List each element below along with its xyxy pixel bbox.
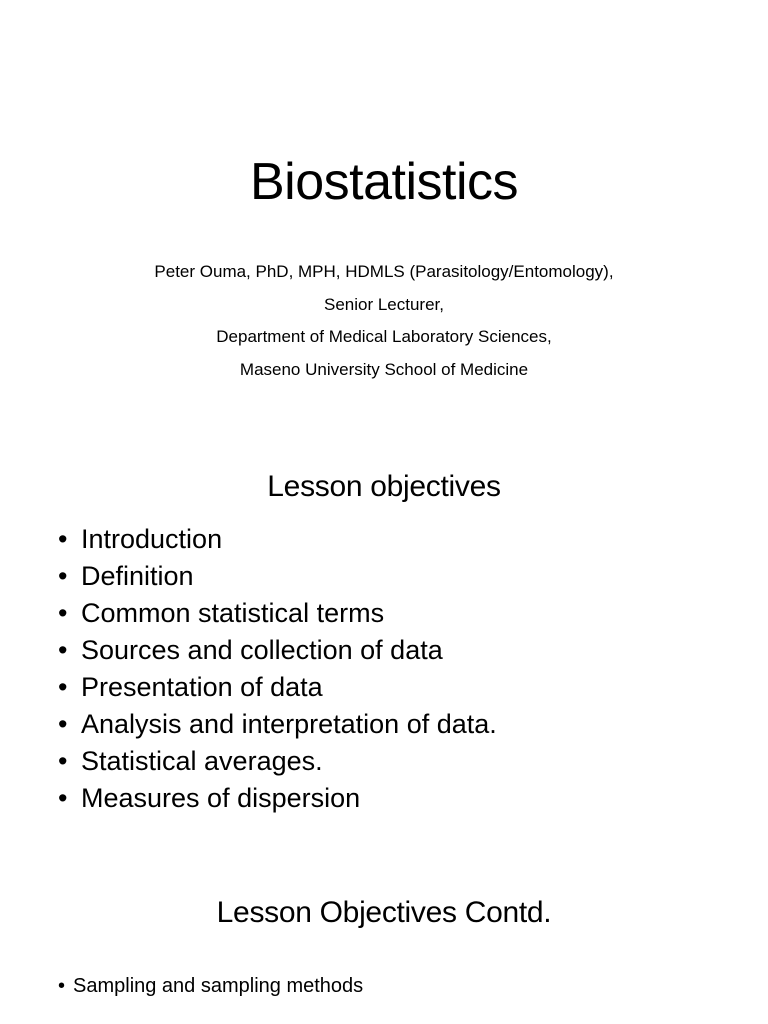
list-item-text: Measures of dispersion	[81, 783, 361, 813]
list-item	[58, 558, 497, 595]
slide-title: Biostatistics	[249, 153, 519, 211]
lesson-objectives-contd-heading: Lesson Objectives Contd.	[216, 896, 552, 929]
list-item	[58, 632, 497, 669]
bullet-icon: •	[58, 746, 68, 776]
bullet-icon: •	[58, 783, 68, 813]
list-item	[58, 743, 497, 780]
bullet-icon: •	[58, 524, 68, 554]
bullet-icon: •	[58, 975, 66, 997]
bullet-icon: •	[58, 672, 68, 702]
list-item-text: Analysis and interpretation of data.	[81, 709, 497, 739]
list-item-text: Definition	[81, 561, 194, 591]
bullet-icon: •	[58, 561, 68, 591]
author-position: Senior Lecturer,	[323, 294, 444, 314]
author-department: Department of Medical Laboratory Sciences,	[216, 327, 552, 346]
list-item	[58, 595, 497, 632]
list-item-text: Statistical averages.	[81, 746, 323, 776]
lesson-objectives-contd-list	[58, 969, 363, 1003]
list-item-text: Common statistical terms	[81, 598, 385, 628]
list-item	[58, 521, 497, 558]
list-item-text: Sampling and sampling methods	[73, 975, 364, 997]
list-item-text: Introduction	[81, 524, 223, 554]
list-item	[58, 780, 497, 817]
lesson-objectives-list	[58, 521, 497, 817]
list-item	[58, 669, 497, 706]
bullet-icon: •	[58, 598, 68, 628]
author-name-credentials: Peter Ouma, PhD, MPH, HDMLS (Parasitology/Entomology),	[154, 262, 614, 281]
list-item-text: Presentation of data	[81, 672, 323, 702]
lesson-objectives-heading: Lesson objectives	[267, 470, 501, 503]
list-item	[58, 706, 497, 743]
author-institution: Maseno University School of Medicine	[239, 359, 529, 379]
list-item	[58, 969, 363, 1003]
list-item-text: Sources and collection of data	[81, 635, 443, 665]
bullet-icon: •	[58, 709, 68, 739]
author-info	[0, 256, 768, 386]
bullet-icon: •	[58, 635, 68, 665]
